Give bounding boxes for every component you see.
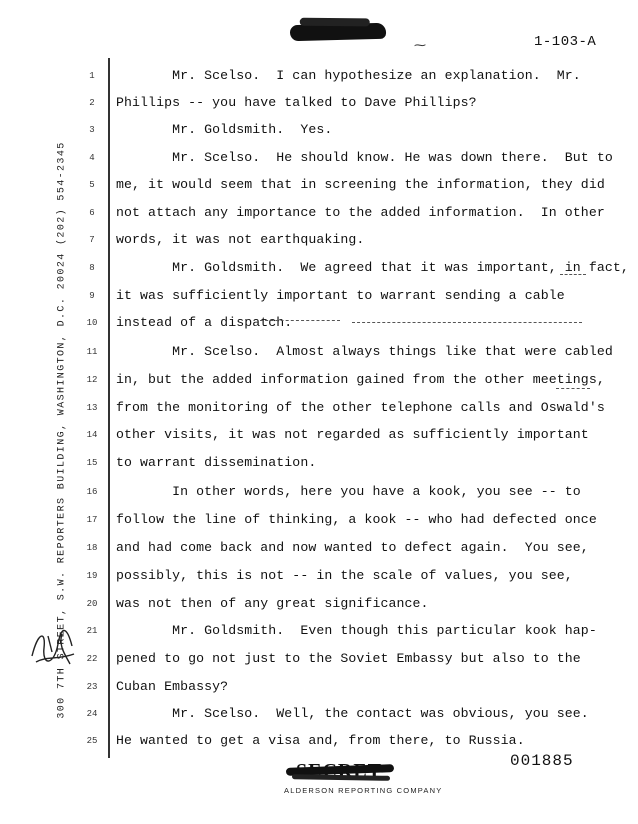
line-number: 22 (86, 654, 98, 664)
line-number: 11 (86, 347, 98, 357)
transcript-line: Mr. Scelso. I can hypothesize an explanation. Mr. (116, 68, 581, 83)
line-number: 2 (89, 98, 95, 108)
line-number: 9 (89, 291, 95, 301)
transcript-line: Mr. Scelso. Almost always things like that were cabled (116, 344, 613, 359)
transcript-line: instead of a dispatch. (116, 315, 293, 330)
transcript-line: In other words, here you have a kook, you see -- to (116, 484, 581, 499)
line-number: 3 (89, 125, 95, 135)
signature-scribble (28, 626, 78, 670)
line-number: 19 (86, 571, 98, 581)
transcript-line: Mr. Goldsmith. Even though this particular kook hap- (116, 623, 597, 638)
scan-dash (260, 320, 340, 321)
scan-dash (560, 274, 586, 275)
line-number: 14 (86, 430, 98, 440)
reporting-company: ALDERSON REPORTING COMPANY (284, 786, 443, 795)
transcript-line: from the monitoring of the other telephone calls and Oswald's (116, 400, 605, 415)
line-number: 24 (86, 709, 98, 719)
line-number: 23 (86, 682, 98, 692)
line-number: 5 (89, 180, 95, 190)
transcript-line: Mr. Goldsmith. We agreed that it was important, in fact, (116, 260, 629, 275)
transcript-line: Mr. Goldsmith. Yes. (116, 122, 333, 137)
page-id: 1-103-A (534, 34, 597, 50)
line-number: 20 (86, 599, 98, 609)
document-number: 001885 (510, 752, 574, 770)
transcript-line: other visits, it was not regarded as sufficiently important (116, 427, 589, 442)
transcript-line: was not then of any great significance. (116, 596, 429, 611)
transcript-line: Mr. Scelso. Well, the contact was obvious, you see. (116, 706, 589, 721)
transcript-line: He wanted to get a visa and, from there, to Russia. (116, 733, 525, 748)
line-number: 25 (86, 736, 98, 746)
line-number: 16 (86, 487, 98, 497)
line-number: 1 (89, 71, 95, 81)
scan-dash (352, 322, 582, 323)
scan-mark: ⁓ (414, 39, 426, 53)
line-number: 4 (89, 153, 95, 163)
line-number: 15 (86, 458, 98, 468)
line-number: 21 (86, 626, 98, 636)
line-number: 10 (86, 318, 98, 328)
line-number: 12 (86, 375, 98, 385)
redaction-mark-top (290, 23, 386, 42)
scan-dash (556, 388, 590, 389)
transcript-line: Mr. Scelso. He should know. He was down there. But to (116, 150, 613, 165)
line-number: 13 (86, 403, 98, 413)
transcript-line: me, it would seem that in screening the information, they did (116, 177, 605, 192)
line-number: 7 (89, 235, 95, 245)
transcript-line: Cuban Embassy? (116, 679, 229, 694)
transcript-line: to warrant dissemination. (116, 455, 317, 470)
transcript-line: Phillips -- you have talked to Dave Phillips? (116, 95, 477, 110)
transcript-line: pened to go not just to the Soviet Embassy but also to the (116, 651, 581, 666)
transcript-line: in, but the added information gained from the other meetings, (116, 372, 605, 387)
transcript-line: words, it was not earthquaking. (116, 232, 365, 247)
transcript-line: it was sufficiently important to warrant sending a cable (116, 288, 565, 303)
margin-rule (108, 58, 110, 758)
transcript-line: and had come back and now wanted to defect again. You see, (116, 540, 589, 555)
line-number: 8 (89, 263, 95, 273)
line-number: 17 (86, 515, 98, 525)
transcript-line: follow the line of thinking, a kook -- who had defected once (116, 512, 597, 527)
reporter-address: 300 7TH STREET, S.W. REPORTERS BUILDING, WASHINGTON, D.C. 20024 (202) 554-2345 (56, 141, 68, 719)
transcript-line: possibly, this is not -- in the scale of values, you see, (116, 568, 573, 583)
transcript-line: not attach any importance to the added information. In other (116, 205, 605, 220)
line-number: 18 (86, 543, 98, 553)
line-number: 6 (89, 208, 95, 218)
